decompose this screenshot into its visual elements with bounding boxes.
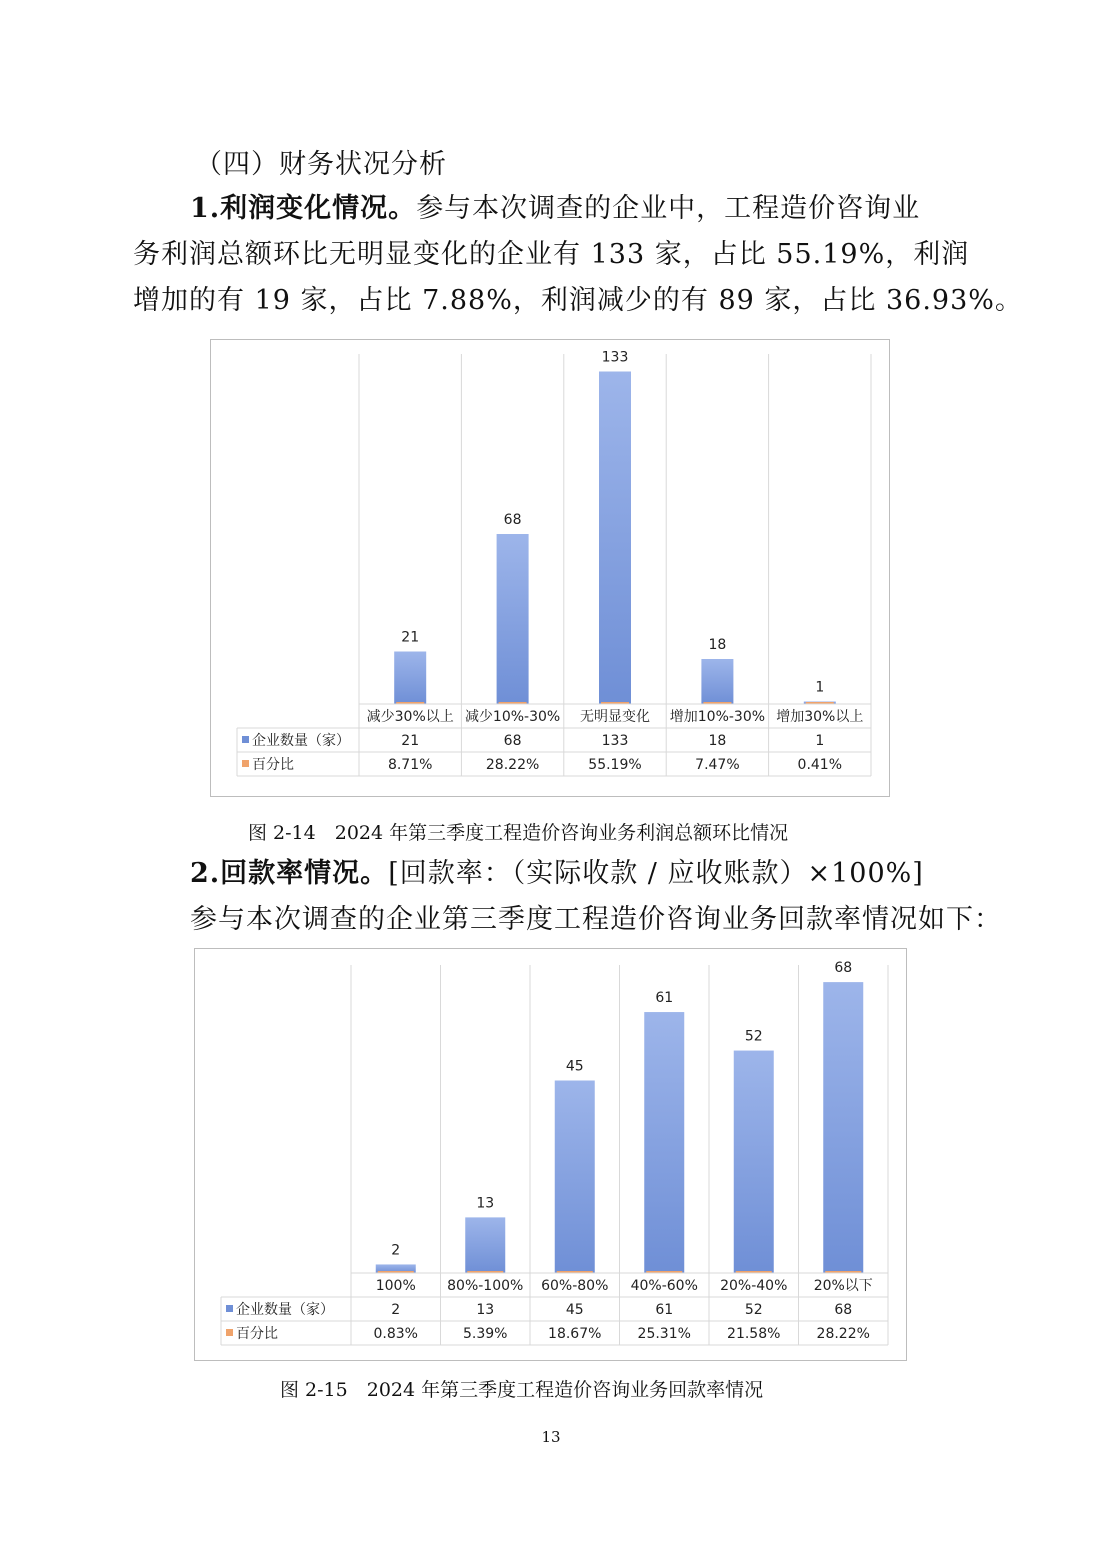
data-label-2: 133	[601, 349, 629, 366]
data-label-2: 45	[565, 1058, 584, 1075]
collection-paragraph-line-1	[190, 851, 924, 897]
legend-swatch-count	[242, 736, 249, 743]
collection-title: 2.回款率情况。	[190, 858, 389, 889]
profit-text-1: 参与本次调查的企业中，工程造价咨询业	[416, 193, 921, 224]
legend-count: 企业数量（家）	[252, 733, 350, 749]
profit-paragraph-line-1	[190, 186, 920, 232]
data-label-3: 18	[708, 637, 727, 653]
table-count-0: 21	[401, 733, 420, 749]
legend-swatch-pct	[242, 760, 249, 767]
bar-3	[701, 659, 733, 704]
table-count-5: 68	[834, 1302, 853, 1318]
tick-label-1: 减少10%-30%	[464, 709, 561, 725]
data-label-1: 13	[476, 1195, 495, 1212]
legend-pct: 百分比	[252, 757, 294, 773]
bar-3	[644, 1012, 684, 1273]
tick-label-3: 增加10%-30%	[669, 709, 766, 725]
table-count-0: 2	[391, 1302, 401, 1318]
table-pct-5: 28.22%	[816, 1326, 870, 1342]
section-heading: （四）财务状况分析	[195, 149, 447, 180]
tick-label-4: 增加30%以上	[776, 709, 864, 725]
profit-paragraph-line-3: 增加的有 19 家，占比 7.88%，利润减少的有 89 家，占比 36.93%。	[133, 285, 1023, 316]
table-count-4: 1	[815, 733, 825, 749]
collection-chart	[195, 949, 906, 1360]
tick-label-0: 100%	[375, 1278, 416, 1294]
tick-label-5: 20%以下	[813, 1278, 873, 1294]
data-label-4: 52	[744, 1028, 763, 1045]
data-label-0: 21	[401, 629, 420, 646]
page-number: 13	[541, 1428, 561, 1446]
data-label-4: 1	[815, 679, 825, 696]
figure-2-caption: 图 2-15 2024 年第三季度工程造价咨询业务回款率情况	[280, 1379, 764, 1401]
bar-2	[599, 372, 631, 705]
figure-profit-chart	[210, 339, 890, 797]
bar-4	[734, 1051, 774, 1273]
collection-formula: [回款率：（实际收款 / 应收账款）×100%]	[388, 858, 924, 889]
table-pct-3: 7.47%	[695, 757, 740, 773]
bar-0	[394, 652, 426, 705]
table-pct-3: 25.31%	[637, 1326, 691, 1342]
table-pct-2: 18.67%	[548, 1326, 602, 1342]
table-pct-4: 0.41%	[797, 757, 843, 773]
figure-1-caption: 图 2-14 2024 年第三季度工程造价咨询业务利润总额环比情况	[248, 822, 789, 844]
table-pct-0: 0.83%	[373, 1326, 418, 1342]
table-count-2: 133	[601, 733, 629, 749]
legend-swatch-pct	[226, 1329, 233, 1336]
table-pct-4: 21.58%	[727, 1326, 781, 1342]
data-label-5: 68	[834, 960, 853, 977]
table-count-1: 13	[476, 1302, 495, 1318]
tick-label-1: 80%-100%	[447, 1278, 524, 1294]
data-label-0: 2	[391, 1242, 401, 1259]
table-count-4: 52	[744, 1302, 763, 1318]
tick-label-3: 40%-60%	[630, 1278, 698, 1294]
bar-2	[555, 1081, 595, 1274]
legend-count: 企业数量（家）	[236, 1302, 334, 1318]
tick-label-2: 60%-80%	[541, 1278, 609, 1294]
profit-title: 1.利润变化情况。	[190, 193, 417, 224]
bar-1	[497, 534, 529, 704]
table-count-3: 18	[708, 733, 727, 749]
tick-label-2: 无明显变化	[580, 709, 650, 725]
tick-label-4: 20%-40%	[720, 1278, 788, 1294]
collection-paragraph-line-2: 参与本次调查的企业第三季度工程造价咨询业务回款率情况如下：	[190, 904, 1002, 935]
table-count-2: 45	[565, 1302, 584, 1318]
tick-label-0: 减少30%以上	[366, 709, 454, 725]
data-label-3: 61	[655, 990, 674, 1007]
bar-1	[465, 1217, 505, 1273]
table-count-3: 61	[655, 1302, 674, 1318]
data-label-1: 68	[503, 512, 522, 528]
profit-chart	[211, 340, 889, 796]
bar-5	[823, 982, 863, 1273]
legend-swatch-count	[226, 1305, 233, 1312]
table-pct-1: 28.22%	[485, 757, 540, 773]
table-pct-0: 8.71%	[387, 757, 433, 773]
legend-pct: 百分比	[236, 1326, 278, 1342]
figure-collection-chart	[194, 948, 907, 1361]
table-count-1: 68	[503, 733, 522, 749]
table-pct-1: 5.39%	[463, 1326, 508, 1342]
profit-paragraph-line-2: 务利润总额环比无明显变化的企业有 133 家，占比 55.19%，利润	[133, 239, 970, 270]
table-pct-2: 55.19%	[588, 757, 642, 773]
